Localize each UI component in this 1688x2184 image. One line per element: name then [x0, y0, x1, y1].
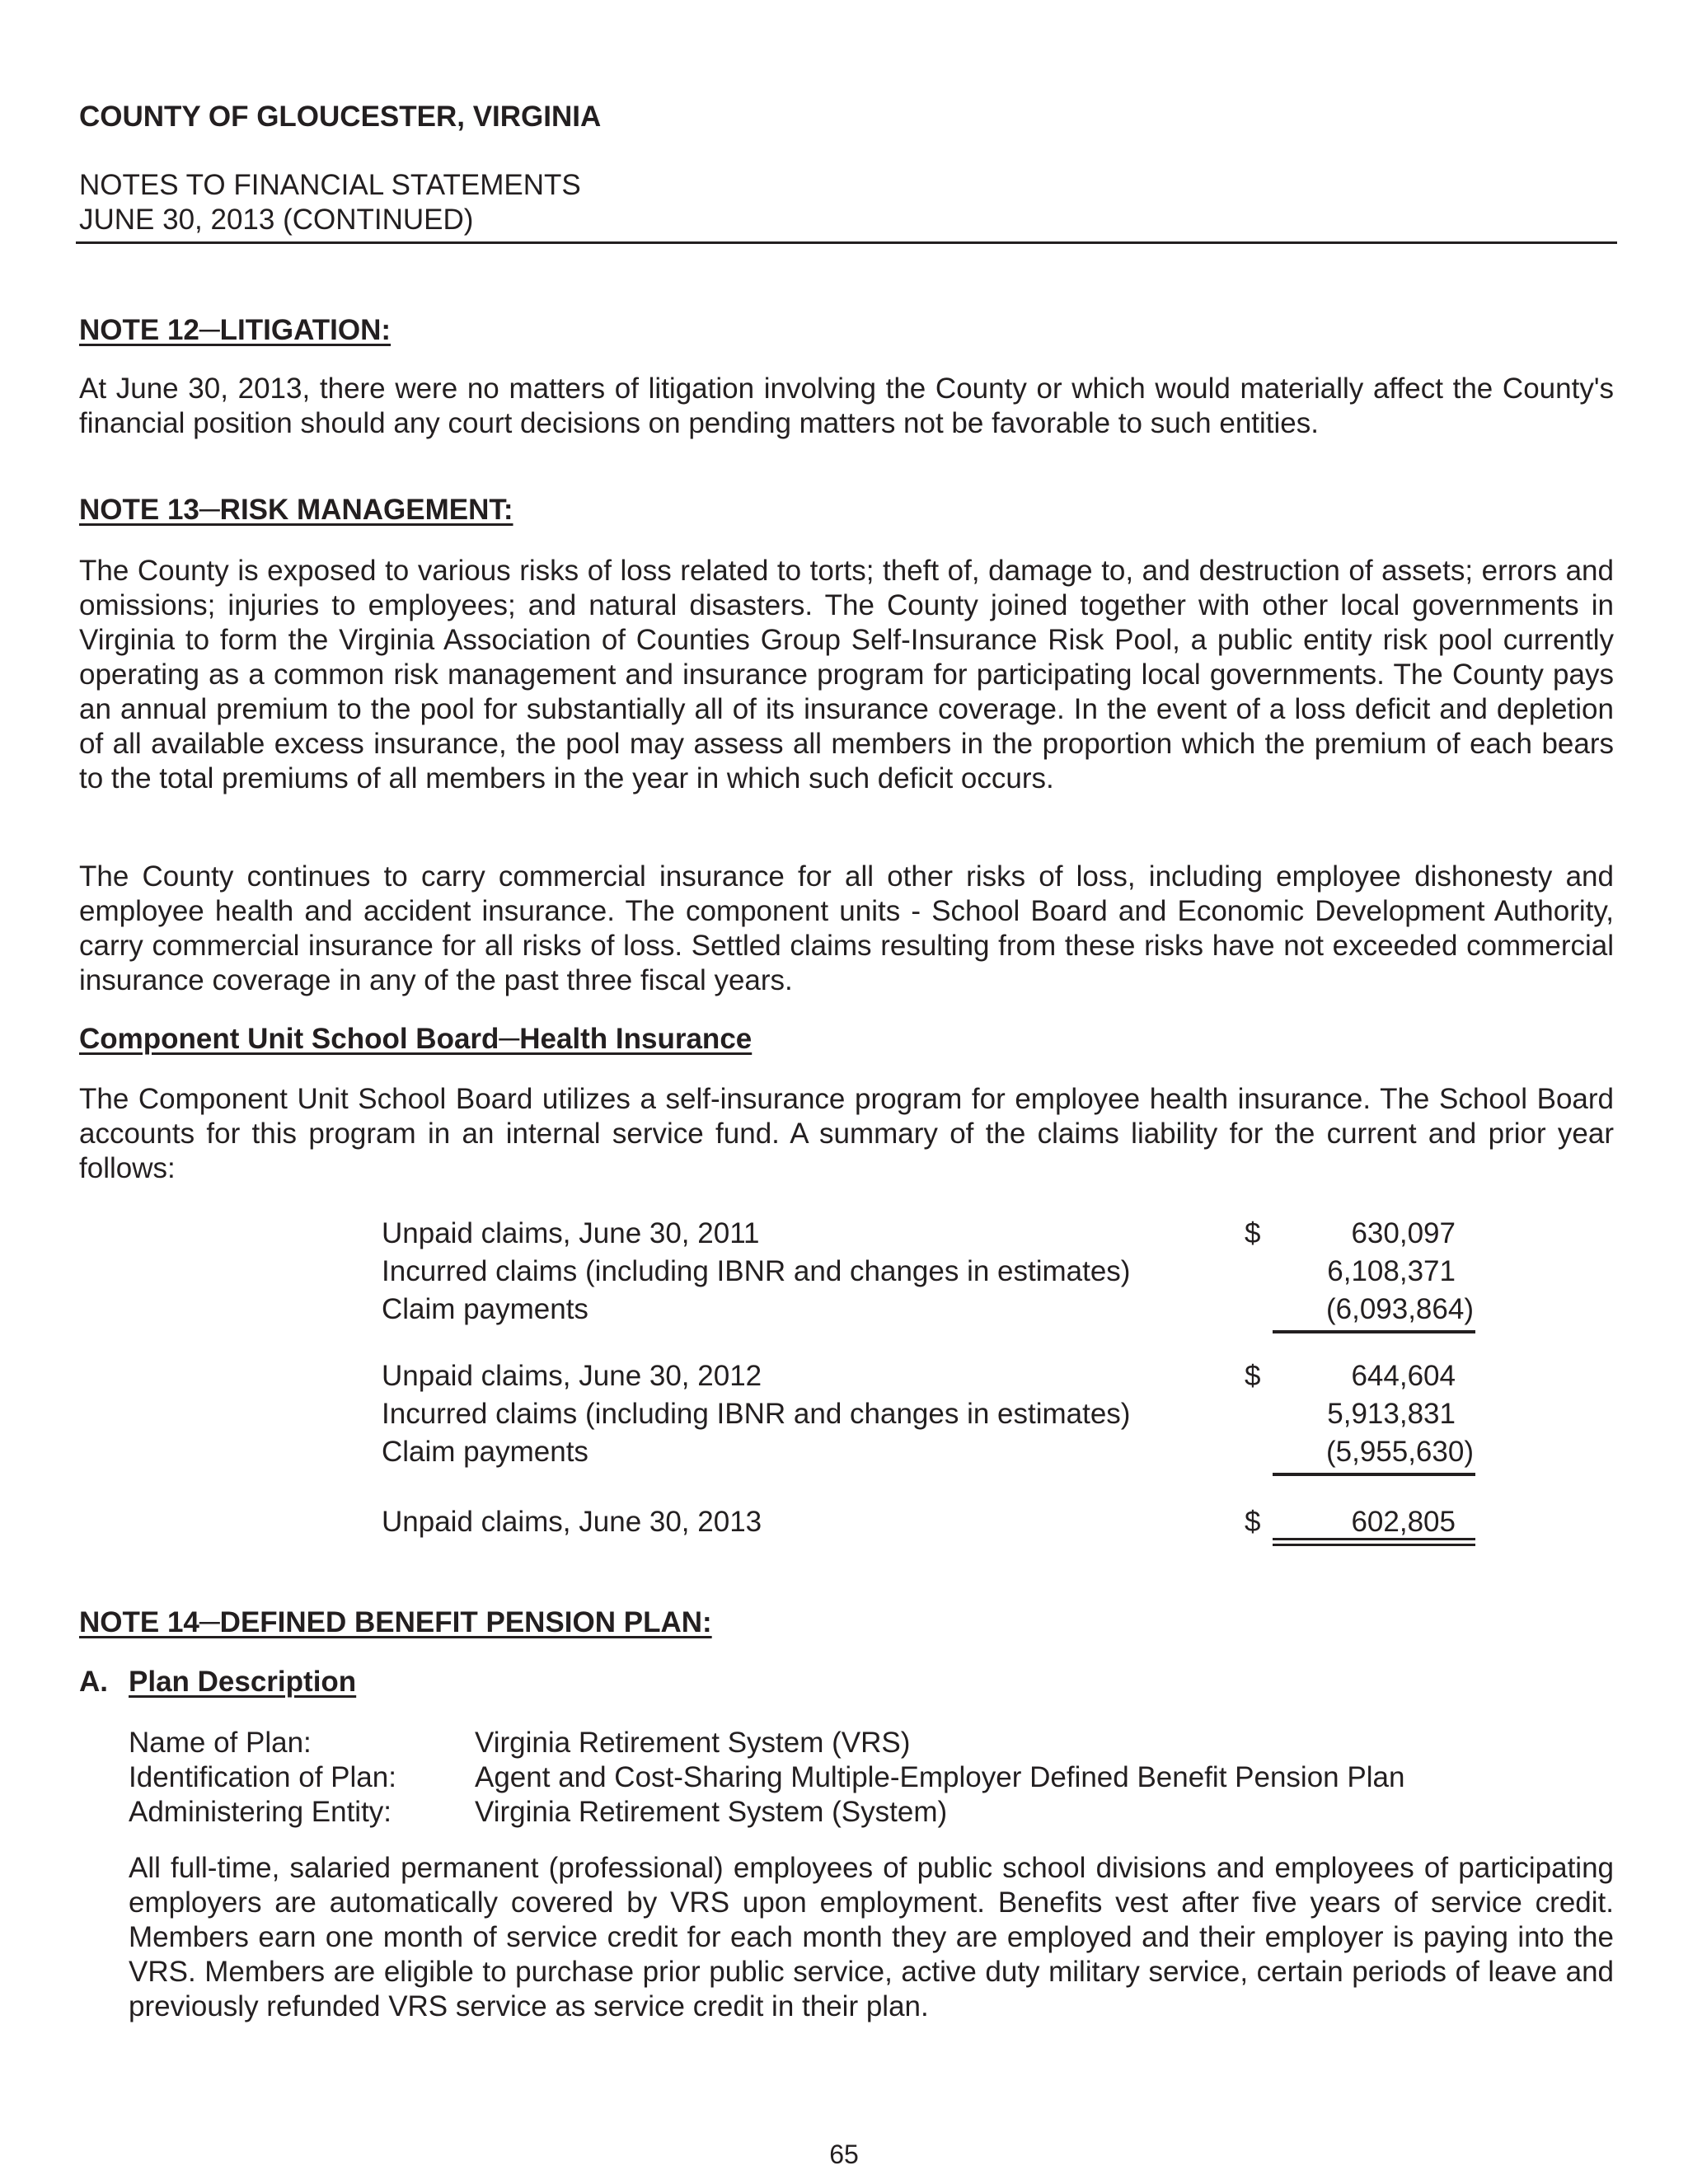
plan-info-key: Identification of Plan: [129, 1761, 396, 1793]
plan-info-key: Administering Entity: [129, 1796, 392, 1828]
document-subtitle [79, 168, 581, 237]
subtotal-underline [1273, 1330, 1475, 1333]
total-double-underline [1273, 1538, 1475, 1546]
note-14-body: All full-time, salaried permanent (professional) employees of public school divisions and employees of participating employers are automatically covered by VRS upon employment. Benefits vest after five years of service credit. Members earn one month of service credit for each month they are employed and their employer is paying into the VRS. Members are eligible to purchase prior public service, active duty military service, certain periods of leave and previously refunded VRS service as service credit in their plan. [129, 1852, 1614, 2022]
row-amount: 5,913,831 [1327, 1398, 1456, 1430]
row-amount: 630,097 [1351, 1217, 1456, 1249]
school-board-health-insurance-heading: Component Unit School Board─Health Insurance [79, 1023, 753, 1055]
document-title: COUNTY OF GLOUCESTER, VIRGINIA [79, 101, 602, 133]
note-12-body: At June 30, 2013, there were no matters of litigation involving the County or which would materially affect the County's financial position should any court decisions on pending matters not be favorable to such entities. [79, 373, 1614, 439]
plan-info-row [129, 1795, 1530, 1830]
row-label: Incurred claims (including IBNR and changes in estimates) [382, 1255, 1131, 1287]
plan-description-heading [79, 1665, 356, 1699]
row-amount: 602,805 [1351, 1506, 1456, 1538]
note-13-heading: NOTE 13─RISK MANAGEMENT: [79, 494, 513, 526]
table-row [303, 1397, 1474, 1435]
table-row [303, 1435, 1474, 1473]
table-row [303, 1359, 1474, 1397]
row-amount: 6,108,371 [1327, 1255, 1456, 1287]
row-label: Claim payments [382, 1293, 588, 1325]
plan-info-value: Agent and Cost-Sharing Multiple-Employer Defined Benefit Pension Plan [475, 1761, 1405, 1793]
currency-symbol: $ [1245, 1360, 1261, 1392]
section-title: Plan Description [129, 1666, 357, 1698]
plan-info-row [129, 1726, 1530, 1760]
row-label: Claim payments [382, 1436, 588, 1468]
subtotal-underline [1273, 1473, 1475, 1476]
plan-info-value: Virginia Retirement System (VRS) [475, 1727, 911, 1759]
section-letter: A. [79, 1666, 108, 1698]
plan-info-key: Name of Plan: [129, 1727, 312, 1759]
table-row [303, 1216, 1474, 1254]
subtitle-line-2: JUNE 30, 2013 (CONTINUED) [79, 204, 474, 236]
row-amount: 644,604 [1351, 1360, 1456, 1392]
table-row [303, 1292, 1474, 1330]
row-amount: (5,955,630) [1325, 1436, 1474, 1468]
page-number: 65 [829, 2139, 859, 2169]
row-label: Unpaid claims, June 30, 2011 [382, 1217, 760, 1249]
plan-info-row [129, 1760, 1530, 1795]
note-13-paragraph-1: The County is exposed to various risks of loss related to torts; theft of, damage to, and destruction of assets; errors and omissions; injuries to employees; and natural disasters. The County joined together with other local governments in Virginia to form the Virginia Association of Counties Group Self-Insurance Risk Pool, a public entity risk pool currently operating as a common risk management and insurance program for participating local governments. The County pays an annual premium to the pool for substantially all of its insurance coverage. In the event of a loss deficit and depletion of all available excess insurance, the pool may assess all members in the proportion which the premium of each bears to the total premiums of all members in the year in which such deficit occurs. [79, 555, 1614, 794]
plan-info-value: Virginia Retirement System (System) [475, 1796, 948, 1828]
note-12-heading: NOTE 12─LITIGATION: [79, 314, 392, 346]
row-label: Unpaid claims, June 30, 2012 [382, 1360, 762, 1392]
currency-symbol: $ [1245, 1506, 1261, 1538]
row-label: Incurred claims (including IBNR and changes in estimates) [382, 1398, 1131, 1430]
note-14-heading: NOTE 14─DEFINED BENEFIT PENSION PLAN: [79, 1606, 712, 1638]
header-rule [76, 241, 1617, 244]
currency-symbol: $ [1245, 1217, 1261, 1249]
note-13-paragraph-3: The Component Unit School Board utilizes a self-insurance program for employee health insurance. The School Board accounts for this program in an internal service fund. A summary of the claims liability for the current and prior year follows: [79, 1083, 1614, 1184]
table-row [303, 1254, 1474, 1292]
note-13-paragraph-2: The County continues to carry commercial insurance for all other risks of loss, including employee dishonesty and employee health and accident insurance. The component units - School Board and Economic Development Authority, carry commercial insurance for all risks of loss. Settled claims resulting from these risks have not exceeded commercial insurance coverage in any of the past three fiscal years. [79, 860, 1614, 996]
plan-info-list [129, 1726, 1530, 1830]
row-amount: (6,093,864) [1325, 1293, 1474, 1325]
row-label: Unpaid claims, June 30, 2013 [382, 1506, 762, 1538]
subtitle-line-1: NOTES TO FINANCIAL STATEMENTS [79, 169, 581, 201]
